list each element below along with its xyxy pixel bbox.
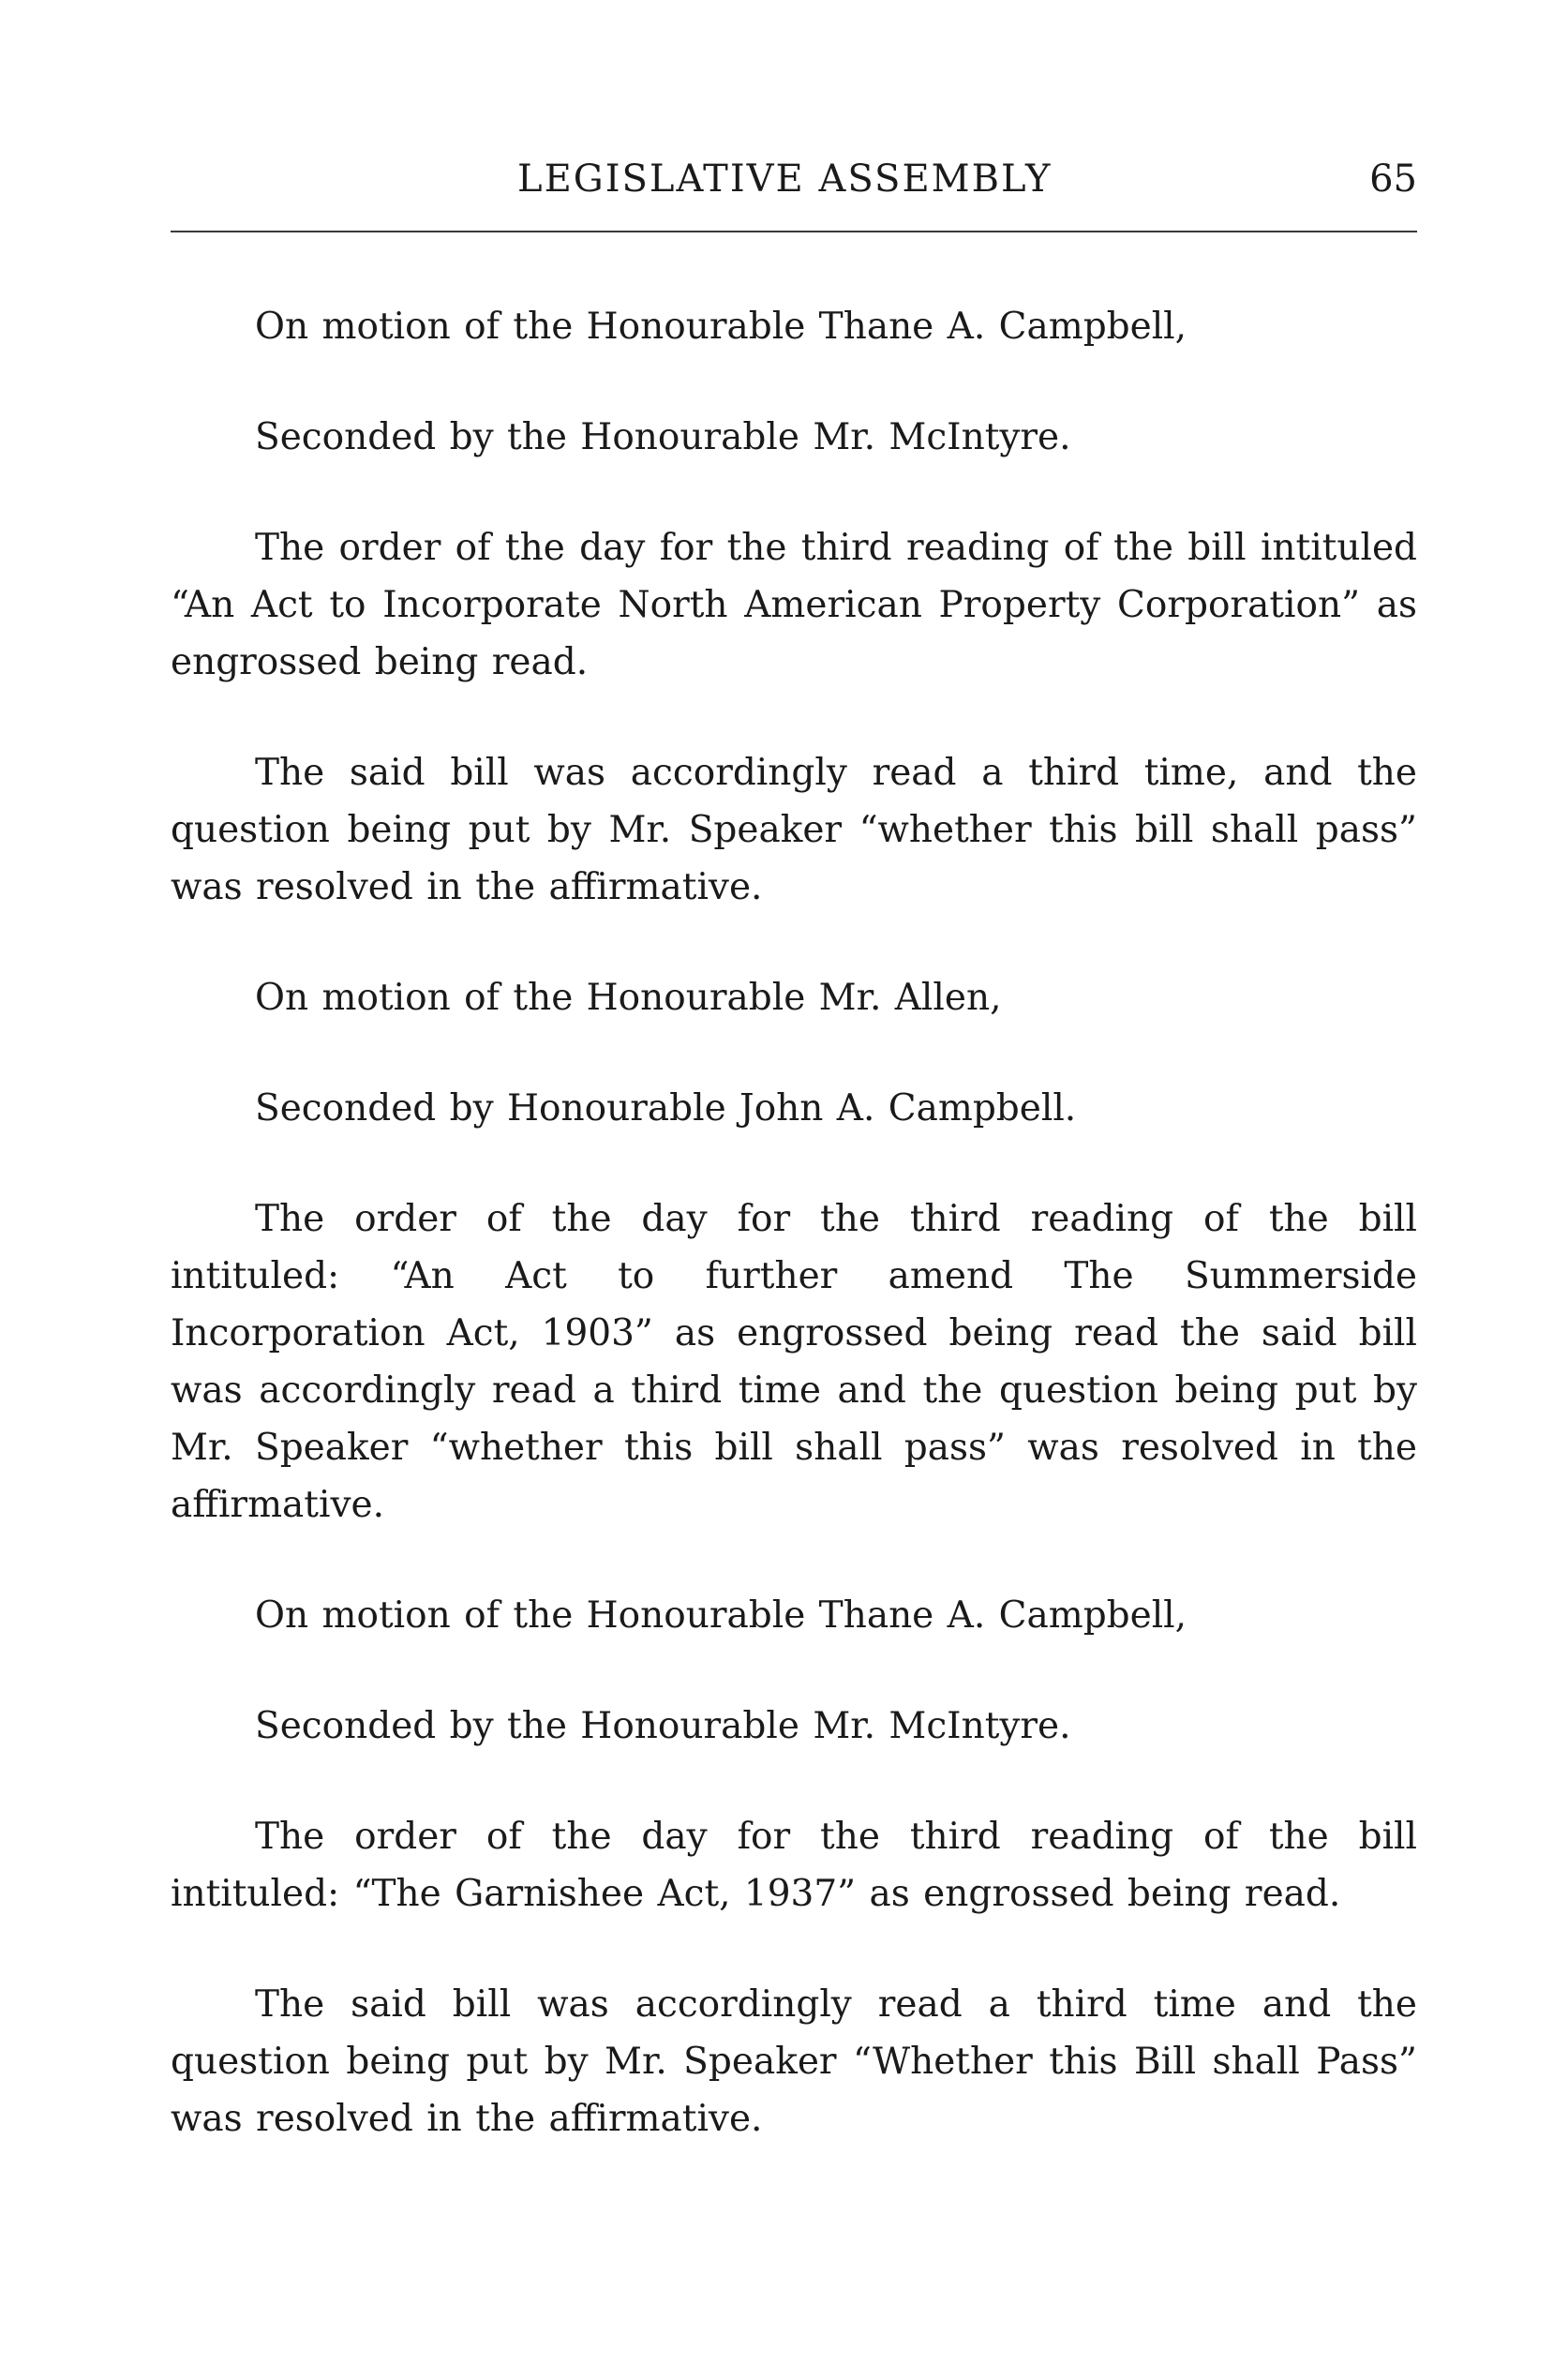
paragraph-order-3: The order of the day for the third reading of the bill intituled: “The Garnishee Act, 1937” as engrossed being read. (171, 1816, 1417, 1915)
header-rule (171, 231, 1417, 232)
paragraph-seconded-2: Seconded by Honourable John A. Campbell. (255, 1087, 1077, 1130)
paragraph-order-1: The order of the day for the third reading of the bill intituled “An Act to Incorporate North American Property Corporation” as engrossed being read. (171, 527, 1417, 683)
paragraph-result-3: The said bill was accordingly read a third time and the question being put by Mr. Speaker “Whether this Bill shall Pass” was resolved in the affirmative. (171, 1983, 1417, 2140)
paragraph-order-2: The order of the day for the third reading of the bill intituled: “An Act to further amend The Summerside Incorporation Act, 1903” as engrossed being read the said bill was accordingly read a third time and the question being put by Mr. Speaker “whether this bill shall pass” was resolved in the affirmative. (171, 1198, 1417, 1526)
body-text (171, 298, 1417, 2201)
page-header (171, 152, 1417, 212)
paragraph-seconded-1: Seconded by the Honourable Mr. McIntyre. (255, 416, 1071, 458)
paragraph-motion-3: On motion of the Honourable Thane A. Campbell, (255, 1594, 1187, 1637)
running-title: LEGISLATIVE ASSEMBLY (517, 157, 1053, 201)
paragraph-result-1: The said bill was accordingly read a third time, and the question being put by Mr. Speaker “whether this bill shall pass” was resolved in the affirmative. (171, 752, 1417, 908)
page-number: 65 (1369, 157, 1417, 201)
paragraph-motion-2: On motion of the Honourable Mr. Allen, (255, 977, 1002, 1019)
paragraph-motion-1: On motion of the Honourable Thane A. Campbell, (255, 306, 1187, 348)
paragraph-seconded-3: Seconded by the Honourable Mr. McIntyre. (255, 1705, 1071, 1747)
